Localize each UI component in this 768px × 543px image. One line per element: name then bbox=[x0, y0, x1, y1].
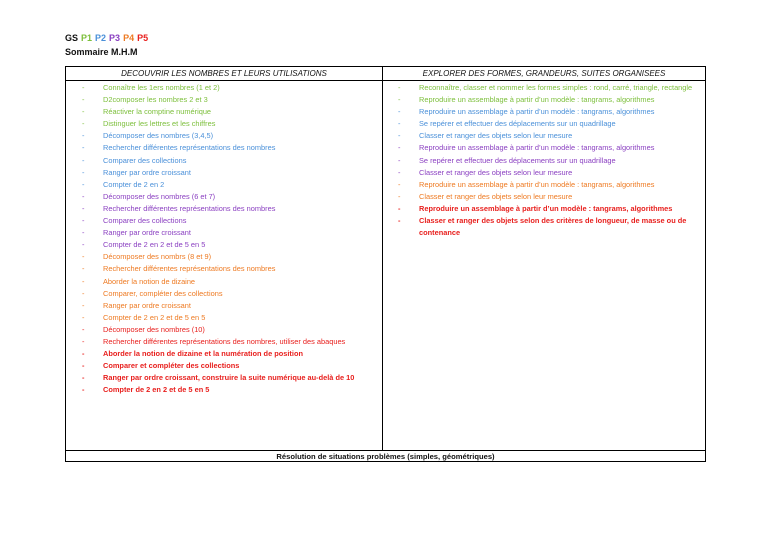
bullet-dash: - bbox=[398, 143, 401, 153]
bullet-dash: - bbox=[82, 361, 85, 371]
bullet-dash: - bbox=[398, 107, 401, 117]
list-item-text: Compter de 2 en 2 bbox=[103, 179, 165, 189]
period-label-p4: P4 bbox=[123, 33, 135, 43]
list-item-text: Se repérer et effectuer des déplacements sur un quadrillage bbox=[419, 155, 616, 165]
list-item-text: Rechercher différentes représentations des nombres bbox=[103, 264, 276, 274]
list-item bbox=[398, 142, 703, 154]
list-item bbox=[82, 215, 378, 227]
list-item-text: D2composer les nombres 2 et 3 bbox=[103, 95, 208, 105]
bullet-dash: - bbox=[82, 83, 85, 92]
bullet-dash: - bbox=[82, 300, 85, 310]
list-item-text: Compter de 2 en 2 et de 5 en 5 bbox=[103, 312, 206, 322]
list-item bbox=[398, 155, 703, 167]
bullet-dash: - bbox=[398, 203, 401, 213]
bullet-dash: - bbox=[82, 336, 85, 346]
period-label-p3: P3 bbox=[109, 33, 121, 43]
period-label-p2: P2 bbox=[95, 33, 107, 43]
list-item bbox=[82, 336, 378, 348]
bullet-dash: - bbox=[82, 288, 85, 298]
bullet-dash: - bbox=[82, 95, 85, 105]
list-item bbox=[82, 203, 378, 215]
level-label: GS bbox=[65, 33, 79, 43]
list-item bbox=[398, 94, 703, 106]
list-item bbox=[82, 155, 378, 167]
bullet-dash: - bbox=[82, 119, 85, 129]
list-item-text: Comparer et compléter des collections bbox=[103, 361, 240, 371]
bullet-dash: - bbox=[82, 240, 85, 250]
bullet-dash: - bbox=[82, 373, 85, 383]
bullet-dash: - bbox=[82, 252, 85, 262]
list-item-text: Classer et ranger des objets selon leur mesure bbox=[419, 167, 573, 177]
list-item bbox=[398, 167, 703, 179]
right-column-header: EXPLORER DES FORMES, GRANDEURS, SUITES ORGANISEES bbox=[422, 69, 666, 78]
list-item bbox=[398, 118, 703, 130]
list-item bbox=[82, 300, 378, 312]
list-item bbox=[82, 239, 378, 251]
list-item bbox=[82, 227, 378, 239]
bullet-dash: - bbox=[82, 385, 85, 395]
list-item-text: Décomposer des nombres (6 et 7) bbox=[103, 191, 216, 201]
period-label-p1: P1 bbox=[81, 33, 93, 43]
table-footer: Résolution de situations problèmes (simples, géométriques) bbox=[276, 452, 495, 461]
bullet-dash: - bbox=[398, 191, 401, 201]
list-item bbox=[82, 142, 378, 154]
list-item-text: Ranger par ordre croissant bbox=[103, 300, 191, 310]
list-item bbox=[82, 106, 378, 118]
list-item bbox=[398, 191, 703, 203]
list-item-text: Classer et ranger des objets selon leur mesure bbox=[419, 191, 573, 201]
bullet-dash: - bbox=[82, 276, 85, 286]
period-legend bbox=[65, 31, 148, 45]
bullet-dash: - bbox=[82, 155, 85, 165]
bullet-dash: - bbox=[398, 155, 401, 165]
list-item-text: Ranger par ordre croissant bbox=[103, 167, 191, 177]
bullet-dash: - bbox=[82, 167, 85, 177]
list-item bbox=[82, 94, 378, 106]
bullet-dash: - bbox=[82, 228, 85, 238]
list-item-text: Reproduire un assemblage à partir d’un modèle : tangrams, algorithmes bbox=[419, 203, 673, 213]
bullet-dash: - bbox=[82, 312, 85, 322]
bullet-dash: - bbox=[398, 95, 401, 105]
list-item bbox=[398, 179, 703, 191]
list-item-text: Reproduire un assemblage à partir d’un modèle : tangrams, algorithmes bbox=[419, 95, 655, 105]
bullet-dash: - bbox=[82, 131, 85, 141]
list-item-text: Connaître les 1ers nombres (1 et 2) bbox=[103, 83, 220, 92]
list-item bbox=[398, 106, 703, 118]
list-item bbox=[398, 215, 703, 239]
bullet-dash: - bbox=[398, 179, 401, 189]
list-item bbox=[82, 82, 378, 94]
list-item bbox=[82, 312, 378, 324]
list-item-text: Décomposer des nombres (10) bbox=[103, 324, 205, 334]
list-item-text: Aborder la notion de dizaine et la numération de position bbox=[103, 349, 303, 359]
bullet-dash: - bbox=[82, 191, 85, 201]
period-label-p5: P5 bbox=[137, 33, 149, 43]
list-item bbox=[398, 82, 703, 94]
list-item-text: Reconnaître, classer et nommer les formes simples : rond, carré, triangle, rectangle bbox=[419, 83, 693, 92]
list-item-text: Reproduire un assemblage à partir d’un modèle : tangrams, algorithmes bbox=[419, 143, 655, 153]
list-item bbox=[82, 324, 378, 336]
bullet-dash: - bbox=[82, 324, 85, 334]
list-item bbox=[82, 348, 378, 360]
bullet-dash: - bbox=[82, 216, 85, 226]
list-item bbox=[82, 384, 378, 396]
right-column-list bbox=[398, 82, 703, 239]
bullet-dash: - bbox=[82, 264, 85, 274]
left-column-header: DECOUVRIR LES NOMBRES ET LEURS UTILISATIONS bbox=[121, 69, 327, 78]
bullet-dash: - bbox=[82, 107, 85, 117]
list-item-text: Rechercher différentes représentations des nombres bbox=[103, 143, 276, 153]
bullet-dash: - bbox=[398, 167, 401, 177]
list-item-text: Ranger par ordre croissant, construire la suite numérique au-delà de 10 bbox=[103, 373, 355, 383]
bullet-dash: - bbox=[82, 349, 85, 359]
bullet-dash: - bbox=[82, 143, 85, 153]
document-header bbox=[65, 31, 148, 59]
list-item-text: Reproduire un assemblage à partir d’un modèle : tangrams, algorithmes bbox=[419, 179, 655, 189]
column-divider bbox=[382, 67, 383, 450]
summary-table bbox=[65, 66, 706, 462]
list-item-text: Comparer des collections bbox=[103, 155, 187, 165]
list-item bbox=[82, 276, 378, 288]
bullet-dash: - bbox=[398, 216, 401, 226]
bullet-dash: - bbox=[82, 179, 85, 189]
list-item-text: Décomposer des nombrs (8 et 9) bbox=[103, 252, 212, 262]
list-item-text: Comparer, compléter des collections bbox=[103, 288, 223, 298]
list-item-text: Rechercher différentes représentations des nombres, utiliser des abaques bbox=[103, 336, 346, 346]
list-item-text: Décomposer des nombres (3,4,5) bbox=[103, 131, 214, 141]
list-item bbox=[82, 167, 378, 179]
list-item-text: Réactiver la comptine numérique bbox=[103, 107, 212, 117]
list-item bbox=[82, 251, 378, 263]
list-item-text: Comparer des collections bbox=[103, 216, 187, 226]
list-item bbox=[398, 203, 703, 215]
list-item-text: Rechercher différentes représentations des nombres bbox=[103, 203, 276, 213]
list-item bbox=[82, 191, 378, 203]
bullet-dash: - bbox=[398, 131, 401, 141]
list-item-text: Ranger par ordre croissant bbox=[103, 228, 191, 238]
list-item bbox=[82, 288, 378, 300]
list-item bbox=[82, 179, 378, 191]
bullet-dash: - bbox=[398, 119, 401, 129]
list-item bbox=[82, 130, 378, 142]
list-item-text: Se repérer et effectuer des déplacements sur un quadrillage bbox=[419, 119, 616, 129]
list-item bbox=[82, 118, 378, 130]
list-item-text: Reproduire un assemblage à partir d’un modèle : tangrams, algorithmes bbox=[419, 107, 655, 117]
list-item bbox=[82, 372, 378, 384]
list-item bbox=[82, 263, 378, 275]
list-item-text: Classer et ranger des objets selon leur mesure bbox=[419, 131, 573, 141]
bullet-dash: - bbox=[398, 83, 401, 92]
document-subtitle: Sommaire M.H.M bbox=[65, 47, 138, 57]
list-item bbox=[398, 130, 703, 142]
left-column-list bbox=[82, 82, 378, 396]
bullet-dash: - bbox=[82, 203, 85, 213]
list-item-text: Compter de 2 en 2 et de 5 en 5 bbox=[103, 385, 210, 395]
list-item bbox=[82, 360, 378, 372]
list-item-text: Compter de 2 en 2 et de 5 en 5 bbox=[103, 240, 206, 250]
list-item-text: Aborder la notion de dizaine bbox=[103, 276, 196, 286]
list-item-text: Classer et ranger des objets selon des critères de longueur, de masse ou de contenance bbox=[419, 216, 687, 238]
list-item-text: Distinguer les lettres et les chiffres bbox=[103, 119, 216, 129]
